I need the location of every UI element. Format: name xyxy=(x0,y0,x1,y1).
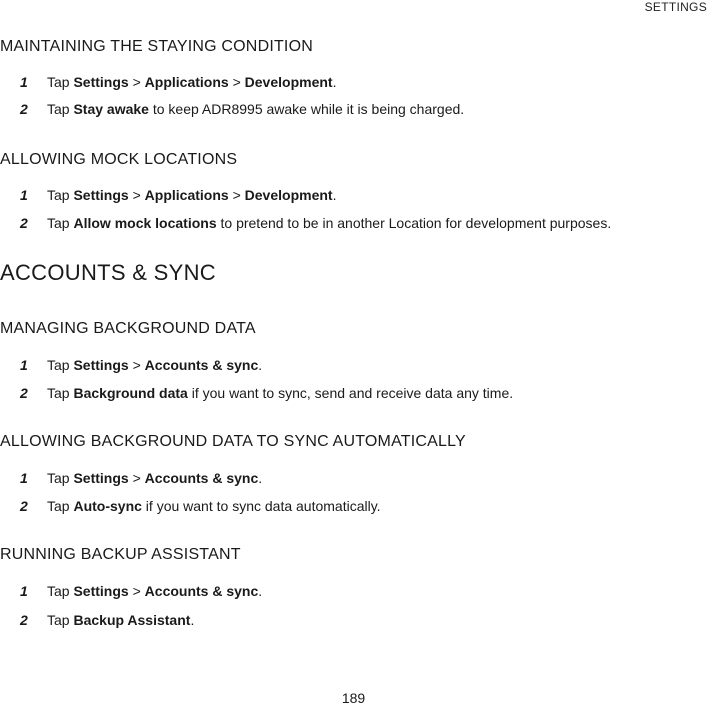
step-number: 2 xyxy=(20,385,28,401)
step-text: Tap Backup Assistant. xyxy=(47,612,195,628)
section-heading: ALLOWING BACKGROUND DATA TO SYNC AUTOMATICALLY xyxy=(0,433,466,450)
section-heading: MANAGING BACKGROUND DATA xyxy=(0,320,256,337)
step-number: 1 xyxy=(20,470,28,486)
step-number: 1 xyxy=(20,583,28,599)
step-number: 2 xyxy=(20,498,28,514)
step-text: Tap Settings > Accounts & sync. xyxy=(47,470,263,486)
step-text: Tap Settings > Applications > Development. xyxy=(47,187,337,203)
chapter-heading: ACCOUNTS & SYNC xyxy=(0,260,216,285)
step-text: Tap Allow mock locations to pretend to be in another Location for development purposes. xyxy=(47,215,612,231)
step-text: Tap Stay awake to keep ADR8995 awake while it is being charged. xyxy=(47,101,465,117)
running-header: SETTINGS xyxy=(644,0,707,14)
step-number: 1 xyxy=(20,357,28,373)
step-text: Tap Background data if you want to sync, send and receive data any time. xyxy=(47,385,514,401)
step-text: Tap Auto-sync if you want to sync data automatically. xyxy=(47,498,381,514)
step-number: 1 xyxy=(20,74,28,90)
page-number: 189 xyxy=(341,690,366,706)
step-text: Tap Settings > Accounts & sync. xyxy=(47,357,263,373)
step-number: 2 xyxy=(20,215,28,231)
section-heading: MAINTAINING THE STAYING CONDITION xyxy=(0,38,313,55)
section-heading: ALLOWING MOCK LOCATIONS xyxy=(0,151,238,168)
step-text: Tap Settings > Applications > Development. xyxy=(47,74,337,90)
step-number: 2 xyxy=(20,101,28,117)
step-text: Tap Settings > Accounts & sync. xyxy=(47,583,263,599)
section-heading: RUNNING BACKUP ASSISTANT xyxy=(0,546,241,563)
step-number: 1 xyxy=(20,187,28,203)
step-number: 2 xyxy=(20,612,28,628)
